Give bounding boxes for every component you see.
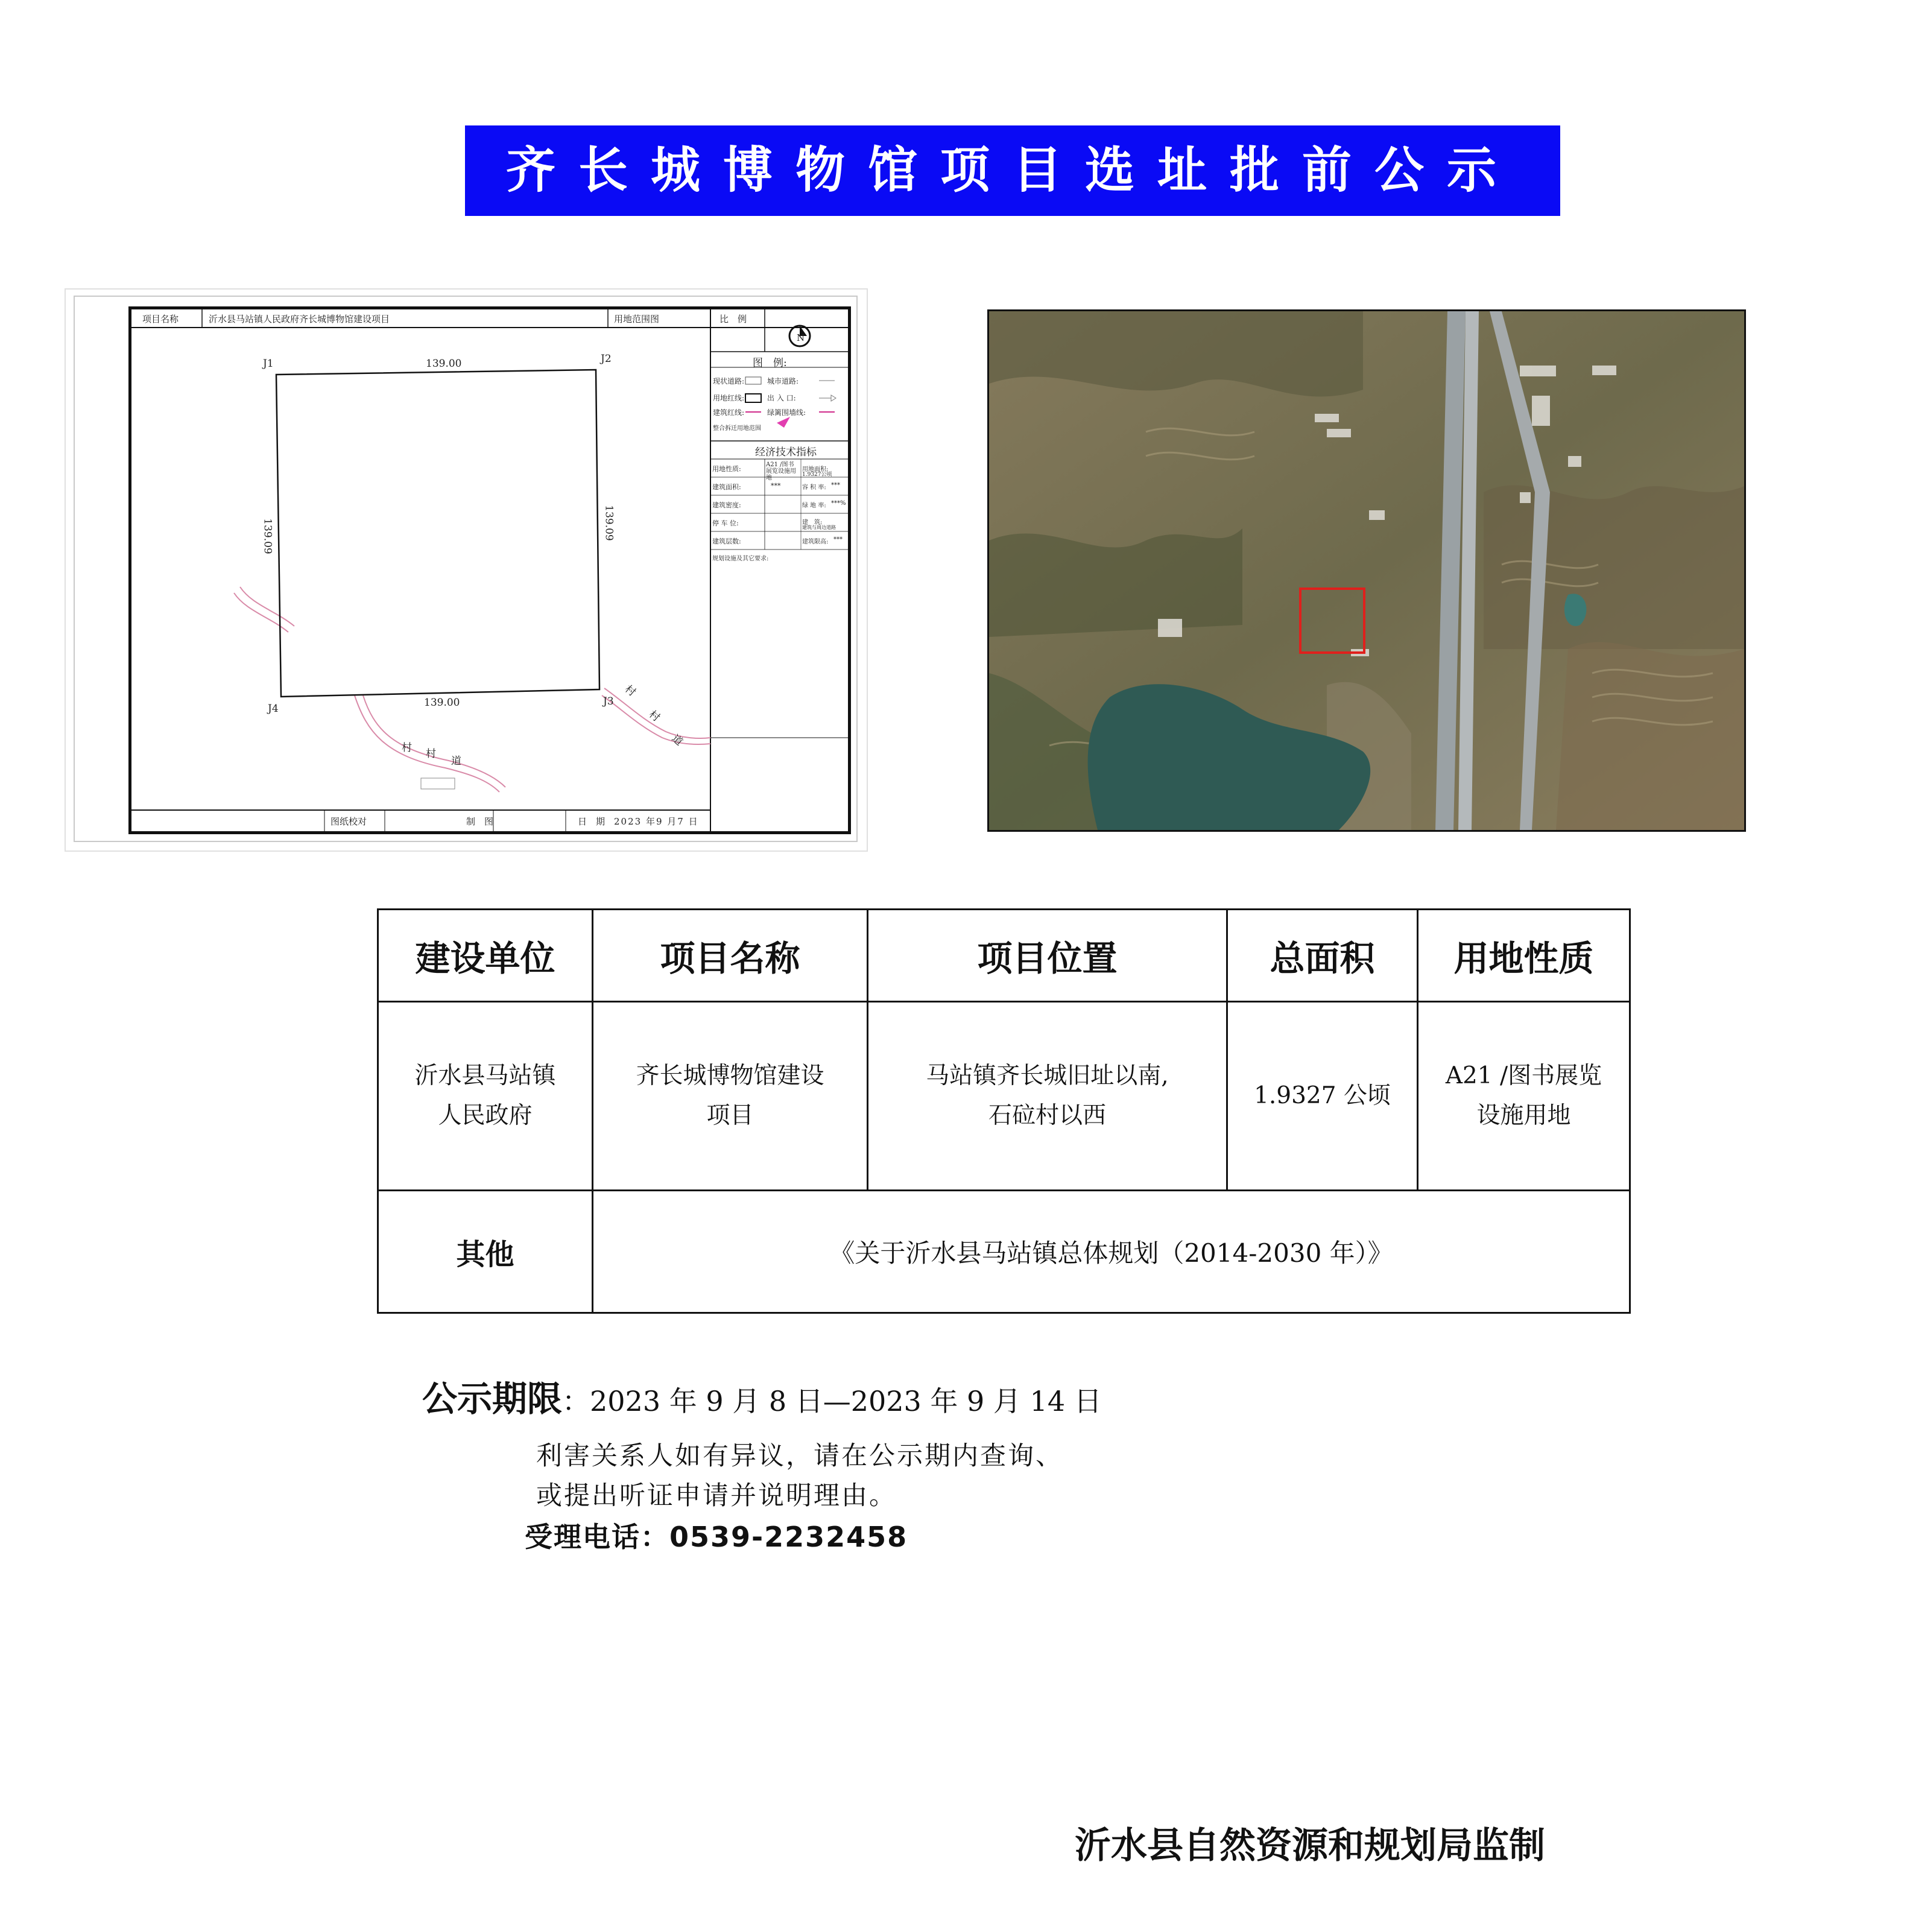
cell-line: 设施用地 [1476, 1102, 1571, 1129]
indicator-label: 容 积 率: [802, 484, 826, 491]
indicators-title: 经济技术指标 [755, 446, 817, 458]
header-name: 项目名称 [593, 910, 868, 1002]
period-value: ：2023 年 9 月 8 日—2023 年 9 月 14 日 [562, 1385, 1102, 1417]
header-land-use: 用地性质 [1418, 910, 1630, 1002]
scale-label: 比 例 [719, 314, 747, 325]
cell-land-use [1418, 1002, 1630, 1191]
cell-line: 齐长城博物馆建设 [636, 1062, 824, 1089]
cell-location [868, 1002, 1227, 1191]
indicator-value: *** [833, 536, 843, 543]
date-value: 2023 年9 月7 日 [614, 816, 699, 827]
cell-line: 马站镇齐长城旧址以南, [926, 1062, 1169, 1089]
indicator-label: 用地性质: [712, 465, 741, 473]
legend-title: 图 例: [753, 357, 787, 369]
notice-line-1: 利害关系人如有异议，请在公示期内查询、 [536, 1441, 1063, 1471]
indicator-label: 停 车 位: [712, 519, 739, 527]
indicator-label: 建筑限高: [802, 539, 829, 545]
project-info-table [377, 908, 1631, 1314]
site-plan-svg [131, 309, 848, 831]
aerial-photo [987, 309, 1746, 832]
point-label-j4: J4 [268, 703, 279, 715]
indicator-label: 绿 地 率: [802, 502, 826, 509]
made-label: 制 图 [466, 816, 494, 827]
indicator-label: 建 筑: [802, 519, 823, 526]
site-plan-drawing [128, 306, 851, 834]
road-label: 村 [402, 742, 412, 754]
cell-line: A21 /图书展览 [1445, 1062, 1602, 1089]
issuer-footer: 沂水县自然资源和规划局监制 [1075, 1825, 1545, 1867]
phone-label: 受理电话： [525, 1521, 669, 1553]
indicator-value: *** [831, 482, 840, 489]
north-arrow-icon: N [797, 332, 805, 343]
table-row [378, 1002, 1630, 1191]
legend-item: 用地红线: [713, 394, 745, 402]
indicator-value: ***% [831, 500, 846, 507]
project-name: 沂水县马站镇人民政府齐长城博物馆建设项目 [209, 314, 390, 325]
dimension-top: 139.00 [426, 358, 462, 370]
point-label-j3: J3 [603, 695, 614, 708]
cell-name [593, 1002, 868, 1191]
other-label: 其他 [378, 1191, 593, 1313]
indicator-value: *** [771, 482, 781, 490]
period-label: 公示期限 [422, 1378, 563, 1419]
indicator-label: 用地面积: [802, 466, 829, 473]
legend-item: 现状道路: [713, 377, 745, 385]
point-label-j1: J1 [263, 358, 274, 370]
legend-item: 出 入 口: [767, 394, 796, 402]
legend-item: 绿篱围墙线: [767, 408, 806, 417]
indicator-label: 建筑密度: [712, 501, 741, 509]
indicator-value: 建筑与周边道路 [802, 525, 836, 530]
cell-line: 沂水县马站镇 [414, 1062, 556, 1089]
legend-item: 建筑红线: [713, 408, 745, 417]
page-title-banner: 齐长城博物馆项目选址批前公示 [465, 125, 1560, 216]
satellite-photo-icon [989, 311, 1744, 830]
header-unit: 建设单位 [378, 910, 593, 1002]
indicator-label: 建筑面积: [712, 483, 741, 491]
dimension-bottom: 139.00 [424, 697, 460, 709]
cell-line: 项目 [706, 1102, 754, 1129]
drawing-type: 用地范围图 [614, 314, 660, 325]
road-label: 村 [646, 708, 662, 724]
point-label-j2: J2 [601, 353, 612, 365]
table-header-row [378, 910, 1630, 1002]
phone-value: 0539-2232458 [669, 1521, 908, 1553]
notice-line-2: 或提出听证申请并说明理由。 [536, 1481, 897, 1511]
dimension-left: 139.09 [261, 518, 274, 554]
other-value: 《关于沂水县马站镇总体规划（2014-2030 年）》 [593, 1191, 1630, 1313]
header-location: 项目位置 [868, 910, 1227, 1002]
indicator-value: 1.9327公顷 [802, 472, 832, 478]
cell-line: 石砬村以西 [988, 1102, 1106, 1129]
check-label: 图纸校对 [330, 816, 367, 827]
header-area: 总面积 [1227, 910, 1418, 1002]
table-other-row [378, 1191, 1630, 1313]
cell-unit [378, 1002, 593, 1191]
notice-period [422, 1370, 1102, 1421]
road-label: 道 [451, 755, 461, 767]
contact-phone [525, 1515, 908, 1555]
road-label: 村 [622, 683, 638, 699]
cell-line: 人民政府 [438, 1102, 533, 1129]
indicator-label: 建筑层数: [712, 537, 741, 545]
project-label: 项目名称 [142, 314, 179, 325]
road-label: 道 [669, 732, 685, 749]
cell-area: 1.9327 公顷 [1227, 1002, 1418, 1191]
road-label: 村 [426, 748, 436, 760]
legend-item: 整合拆迁用地范围 [713, 425, 761, 432]
indicator-value: A21 /图书展览设施用地 [766, 461, 796, 481]
date-label: 日 期 [578, 816, 606, 827]
indicator-label: 规划设施及其它要求: [712, 556, 769, 562]
legend-item: 城市道路: [767, 377, 799, 385]
dimension-right: 139.09 [602, 505, 615, 541]
